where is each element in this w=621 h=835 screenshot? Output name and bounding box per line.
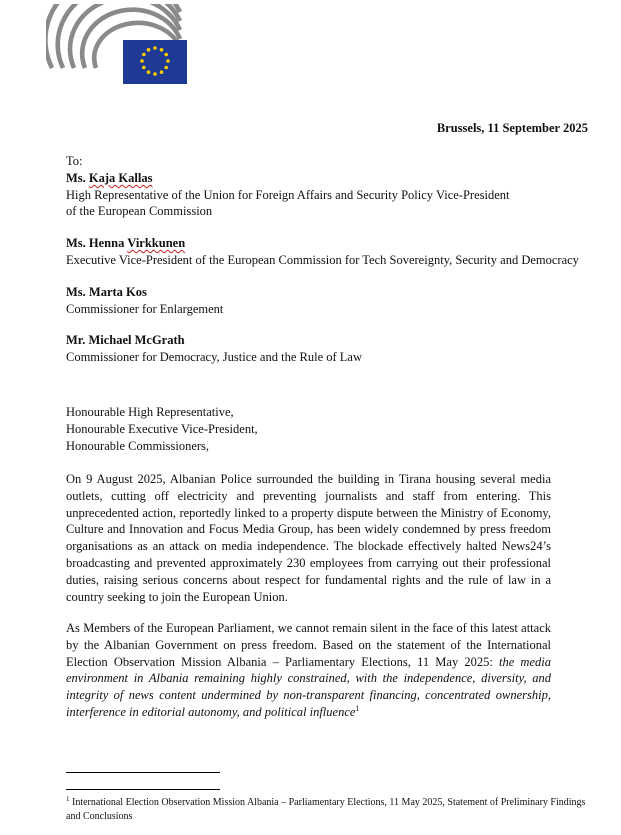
quoted-statement: the media environment in Albania remaining highly constrained, with the independence, diversity, and integrity of news content undermined by non-transparent financing, concentrated ownership, interference in editorial autonomy, and political influence <box>66 654 551 719</box>
footnote-text: International Election Observation Mission Albania – Parliamentary Elections, 11 May 2025, Statement of Preliminary Findings and Conclusions <box>66 797 586 822</box>
spellcheck-underlined-name: Kaja Kallas <box>88 170 153 185</box>
footnote-number: 1 <box>66 795 70 803</box>
recipient-title: Commissioner for Democracy, Justice and the Rule of Law <box>66 350 362 365</box>
european-parliament-logo <box>46 4 188 84</box>
spellcheck-underlined-name: Virkkunen <box>127 236 186 251</box>
recipient-mcgrath <box>66 332 551 366</box>
eu-flag <box>123 40 187 84</box>
letter-date: Brussels, 11 September 2025 <box>436 121 588 135</box>
recipient-name: Ms. Marta Kos <box>66 284 147 299</box>
recipient-title: Commissioner for Enlargement <box>66 301 224 316</box>
recipient-name: Mr. Michael McGrath <box>66 333 185 348</box>
recipient-kos <box>66 284 551 318</box>
recipient-name: Ms. Henna Virkkunen <box>66 236 186 251</box>
paragraph-2: As Members of the European Parliament, we cannot remain silent in the face of this latest attack by the Albanian Government on press freedom. Based on the statement of the International Election Observation Mission Albania – Parliamentary Elections, 11 May 2025: the media environment in Albania remaining highly constrained, with the independence, diversity, and integrity of news content undermined by non-transparent financing, concentrated ownership, interference in editorial autonomy, and political influence$^1$ <box>66 621 551 719</box>
footnote-separator <box>66 772 220 773</box>
recipient-title: High Representative of the Union for Foreign Affairs and Security Policy Vice-President <box>66 187 510 202</box>
recipient-virkkunen <box>66 235 579 269</box>
recipient-name: Ms. Kaja Kallas <box>66 170 153 185</box>
paragraph-1: On 9 August 2025, Albanian Police surrounded the building in Tirana housing several media outlets, cutting off electricity and preventing journalists and staff from entering. This unprecedented action, reportedly linked to a property dispute between the Ministry of Economy, Culture and Innovation and Focus Media Group, has been widely condemned by press freedom organisations as an attack on media independence. The blockade effectively halted News24’s broadcasting and prevented approximately 230 employees from carrying out their professional duties, raising serious concerns about respect for fundamental rights and the rule of law in a country seeking to join the European Union. <box>66 472 551 604</box>
footnote-separator <box>66 789 220 790</box>
to-label: To: <box>66 154 83 168</box>
footnote-reference[interactable]: 1 <box>355 703 360 713</box>
recipient-kallas <box>66 170 551 220</box>
recipients-block <box>66 153 579 366</box>
recipient-title: Executive Vice-President of the European Commission for Tech Sovereignty, Security and Democracy <box>66 252 579 267</box>
recipient-title: of the European Commission <box>66 204 213 219</box>
salutation: Honourable High Representative, Honourable Executive Vice-President, Honourable Commissioners, <box>66 405 258 453</box>
footnote <box>66 796 599 824</box>
